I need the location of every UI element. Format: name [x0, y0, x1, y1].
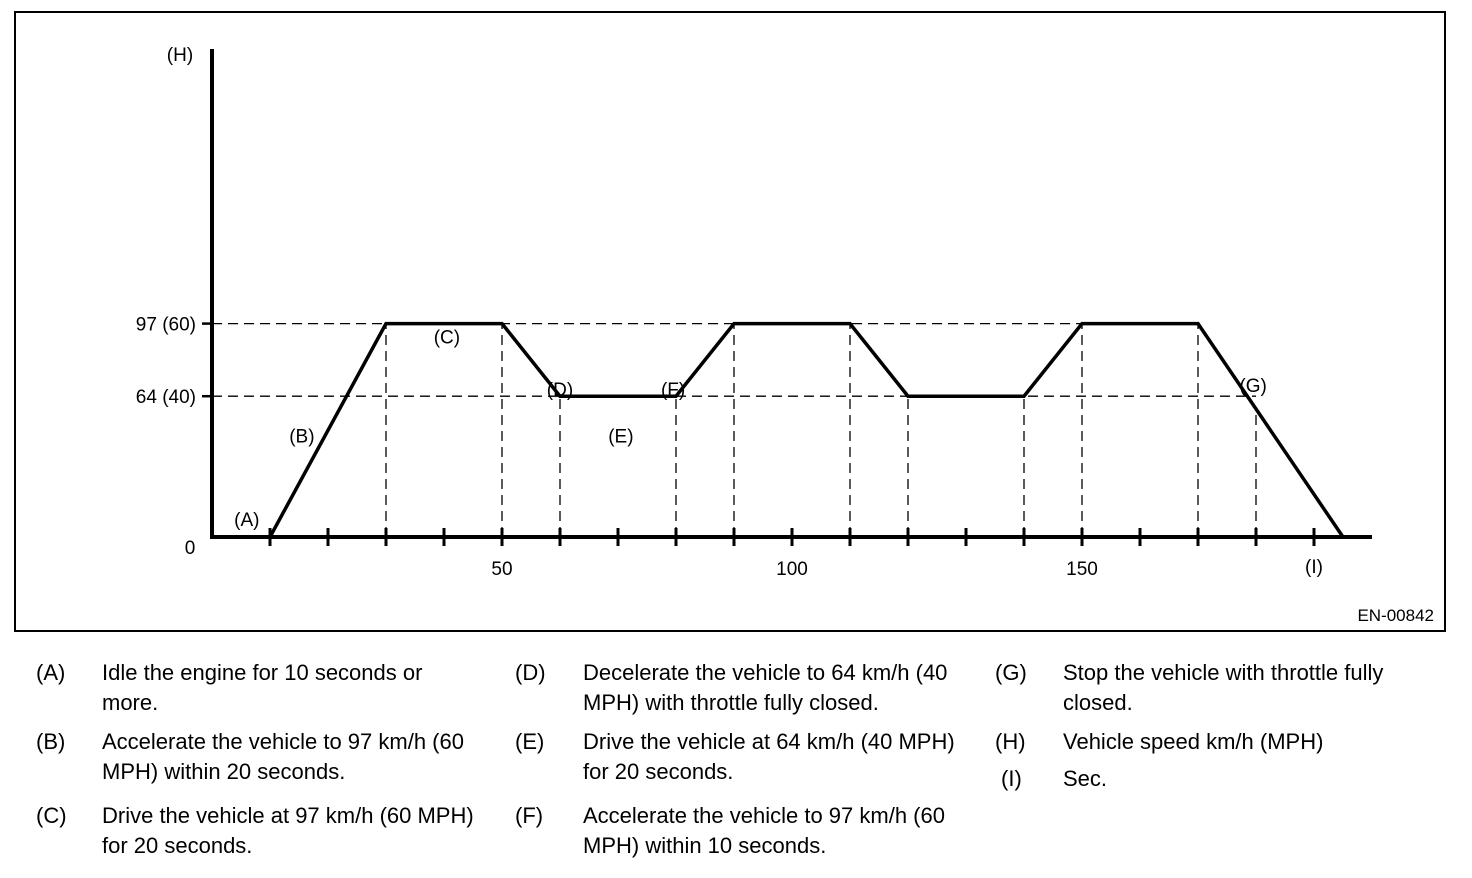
legend-key: (F) [515, 803, 544, 828]
legend-text: Idle the engine for 10 seconds or more. [102, 660, 423, 715]
legend-key: (A) [36, 660, 66, 685]
legend-key: (B) [36, 729, 66, 754]
y-tick-label: 97 (60) [135, 314, 196, 336]
speed-profile-line [212, 324, 1343, 537]
y-axis-label: (H) [166, 45, 194, 66]
legend-text: Sec. [1063, 766, 1108, 791]
legend-text: Accelerate the vehicle to 97 km/h (60 MPH) within 10 seconds. [583, 803, 945, 858]
annotation-e: (E) [608, 426, 634, 448]
annotation-f: (F) [660, 380, 686, 402]
annotation-g: (G) [1239, 375, 1267, 397]
legend-key: (C) [36, 803, 67, 828]
legend-key: (D) [515, 660, 546, 685]
x-axis-label: (I) [1305, 557, 1323, 578]
origin-label: 0 [184, 538, 196, 559]
annotation-d: (D) [546, 380, 574, 402]
legend-text: Decelerate the vehicle to 64 km/h (40 MPH) with throttle fully closed. [583, 660, 948, 715]
legend-text: Drive the vehicle at 97 km/h (60 MPH) for 20 seconds. [102, 803, 474, 858]
x-tick-label: 150 [1066, 559, 1098, 580]
figure-id: EN-00842 [1357, 606, 1434, 625]
speed-profile-chart [16, 13, 1444, 630]
legend-text: Stop the vehicle with throttle fully closed. [1063, 660, 1384, 715]
annotation-c: (C) [433, 327, 461, 349]
chart-frame [14, 11, 1446, 632]
annotation-b: (B) [289, 426, 315, 448]
y-tick-label: 64 (40) [135, 387, 196, 409]
annotation-a: (A) [234, 510, 260, 531]
legend-key: (E) [515, 729, 545, 754]
legend-key: (H) [995, 729, 1026, 754]
legend-text: Accelerate the vehicle to 97 km/h (60 MPH) within 20 seconds. [102, 729, 464, 784]
x-tick-label: 100 [776, 559, 808, 580]
x-tick-label: 50 [491, 559, 513, 580]
legend-key: (I) [1001, 766, 1022, 791]
legend-key: (G) [995, 660, 1027, 685]
legend-text: Vehicle speed km/h (MPH) [1063, 729, 1324, 754]
legend-text: Drive the vehicle at 64 km/h (40 MPH) for 20 seconds. [583, 729, 955, 784]
